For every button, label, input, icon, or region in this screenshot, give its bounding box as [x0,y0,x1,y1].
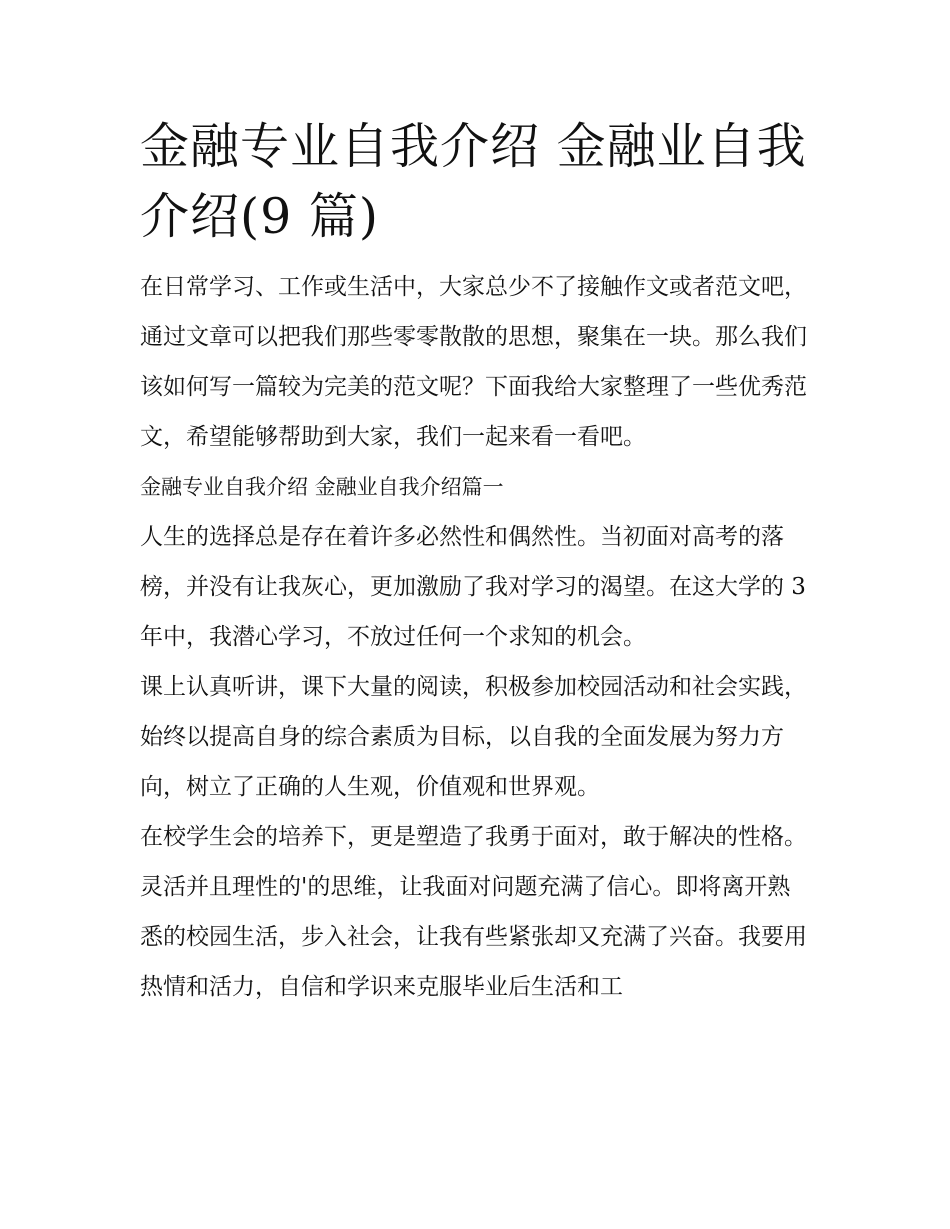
body-paragraph-1: 人生的选择总是存在着许多必然性和偶然性。当初面对高考的落榜，并没有让我灰心，更加激励了我对学习的渴望。在这大学的 3 年中，我潜心学习，不放过任何一个求知的机会。 [140,524,806,650]
document-content [140,112,812,1012]
intro-paragraph: 在日常学习、工作或生活中，大家总少不了接触作文或者范文吧，通过文章可以把我们那些零零散散的思想，聚集在一块。那么我们该如何写一篇较为完美的范文呢？下面我给大家整理了一些优秀范文，希望能够帮助到大家，我们一起来看一看吧。 [140,274,807,450]
body-paragraph-2: 课上认真听讲，课下大量的阅读，积极参加校园活动和社会实践，始终以提高自身的综合素质为目标，以自我的全面发展为努力方向，树立了正确的人生观，价值观和世界观。 [140,674,807,800]
body-paragraph-3: 在校学生会的培养下，更是塑造了我勇于面对，敢于解决的性格。灵活并且理性的'的思维，让我面对问题充满了信心。即将离开熟悉的校园生活，步入社会，让我有些紧张却又充满了兴奋。我要用热情和活力，自信和学识来克服毕业后生活和工 [140,824,807,1000]
section-heading: 金融专业自我介绍 金融业自我介绍篇一 [140,475,504,499]
document-title: 金融专业自我介绍 金融业自我介绍(9 篇) [140,118,807,245]
